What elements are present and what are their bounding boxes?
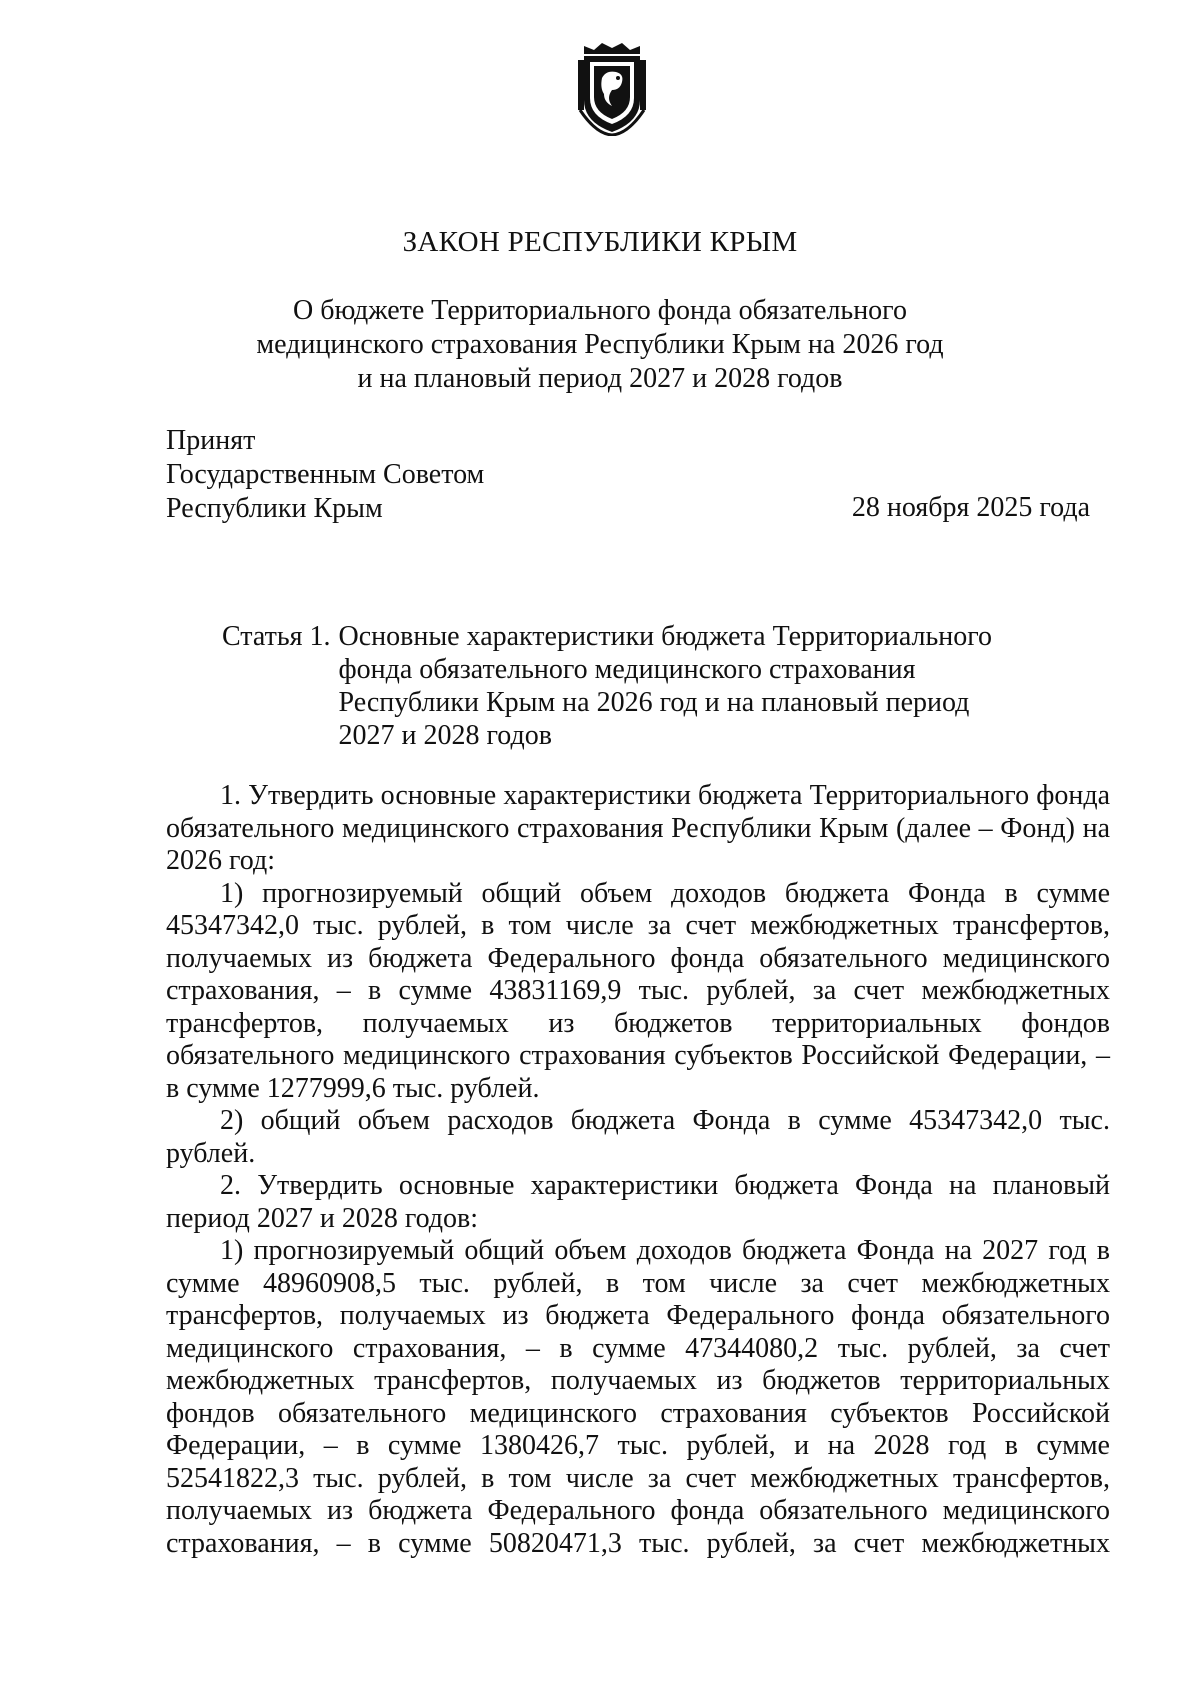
subtitle-line: медицинского страхования Республики Крым на 2026 год xyxy=(256,329,944,360)
subtitle-line: О бюджете Территориального фонда обязательного xyxy=(293,295,907,326)
paragraph: 1) прогнозируемый общий объем доходов бюджета Фонда в сумме 45347342,0 тыс. рублей, в том числе за счет межбюджетных трансфертов, получаемых из бюджета Федерального фонда обязательного медицинского страхования, – в сумме 43831169,9 тыс. рублей, за счет межбюджетных трансфертов, получаемых из бюджетов территориальных фондов обязательного медицинского страхования субъектов Российской Федерации, – в сумме 1277999,6 тыс. рублей. xyxy=(166,877,1110,1104)
paragraph: 1. Утвердить основные характеристики бюджета Территориального фонда обязательного медицинского страхования Республики Крым (далее – Фонд) на 2026 год: xyxy=(166,780,1110,876)
article-heading xyxy=(222,620,1018,752)
paragraph: 1) прогнозируемый общий объем доходов бюджета Фонда на 2027 год в сумме 48960908,5 тыс. рублей, в том числе за счет межбюджетных трансфертов, получаемых из бюджета Федерального фонда обязательного медицинского страхования, – в сумме 47344080,2 тыс. рублей, за счет межбюджетных трансфертов, получаемых из бюджетов территориальных фондов обязательного медицинского страхования субъектов Российской Федерации, – в сумме 1380426,7 тыс. рублей, и на 2028 год в сумме 52541822,3 тыс. рублей, в том числе за счет межбюджетных трансфертов, получаемых из бюджета Федерального фонда обязательного медицинского страхования, – в сумме 50820471,3 тыс. рублей, за счет межбюджетных xyxy=(166,1235,1110,1559)
adoption-block xyxy=(166,424,484,526)
article-number: Статья 1. xyxy=(222,621,331,652)
paragraph: 2. Утвердить основные характеристики бюджета Фонда на плановый период 2027 и 2028 годов: xyxy=(166,1170,1110,1234)
article-title: Основные характеристики бюджета Территориального фонда обязательного медицинского страхования Республики Крым на 2026 год и на плановый период 2027 и 2028 годов xyxy=(338,621,993,751)
adoption-line: Принят xyxy=(166,425,256,456)
adoption-line: Республики Крым xyxy=(166,493,383,524)
adoption-date: 28 ноября 2025 года xyxy=(851,492,1090,523)
adoption-line: Государственным Советом xyxy=(166,459,485,490)
law-subtitle xyxy=(0,294,1200,396)
subtitle-line: и на плановый период 2027 и 2028 годов xyxy=(357,363,843,394)
law-title: ЗАКОН РЕСПУБЛИКИ КРЫМ xyxy=(402,226,798,258)
article-body xyxy=(166,780,1110,1560)
crimea-coat-of-arms-icon xyxy=(576,40,648,136)
paragraph: 2) общий объем расходов бюджета Фонда в сумме 45347342,0 тыс. рублей. xyxy=(166,1105,1110,1169)
